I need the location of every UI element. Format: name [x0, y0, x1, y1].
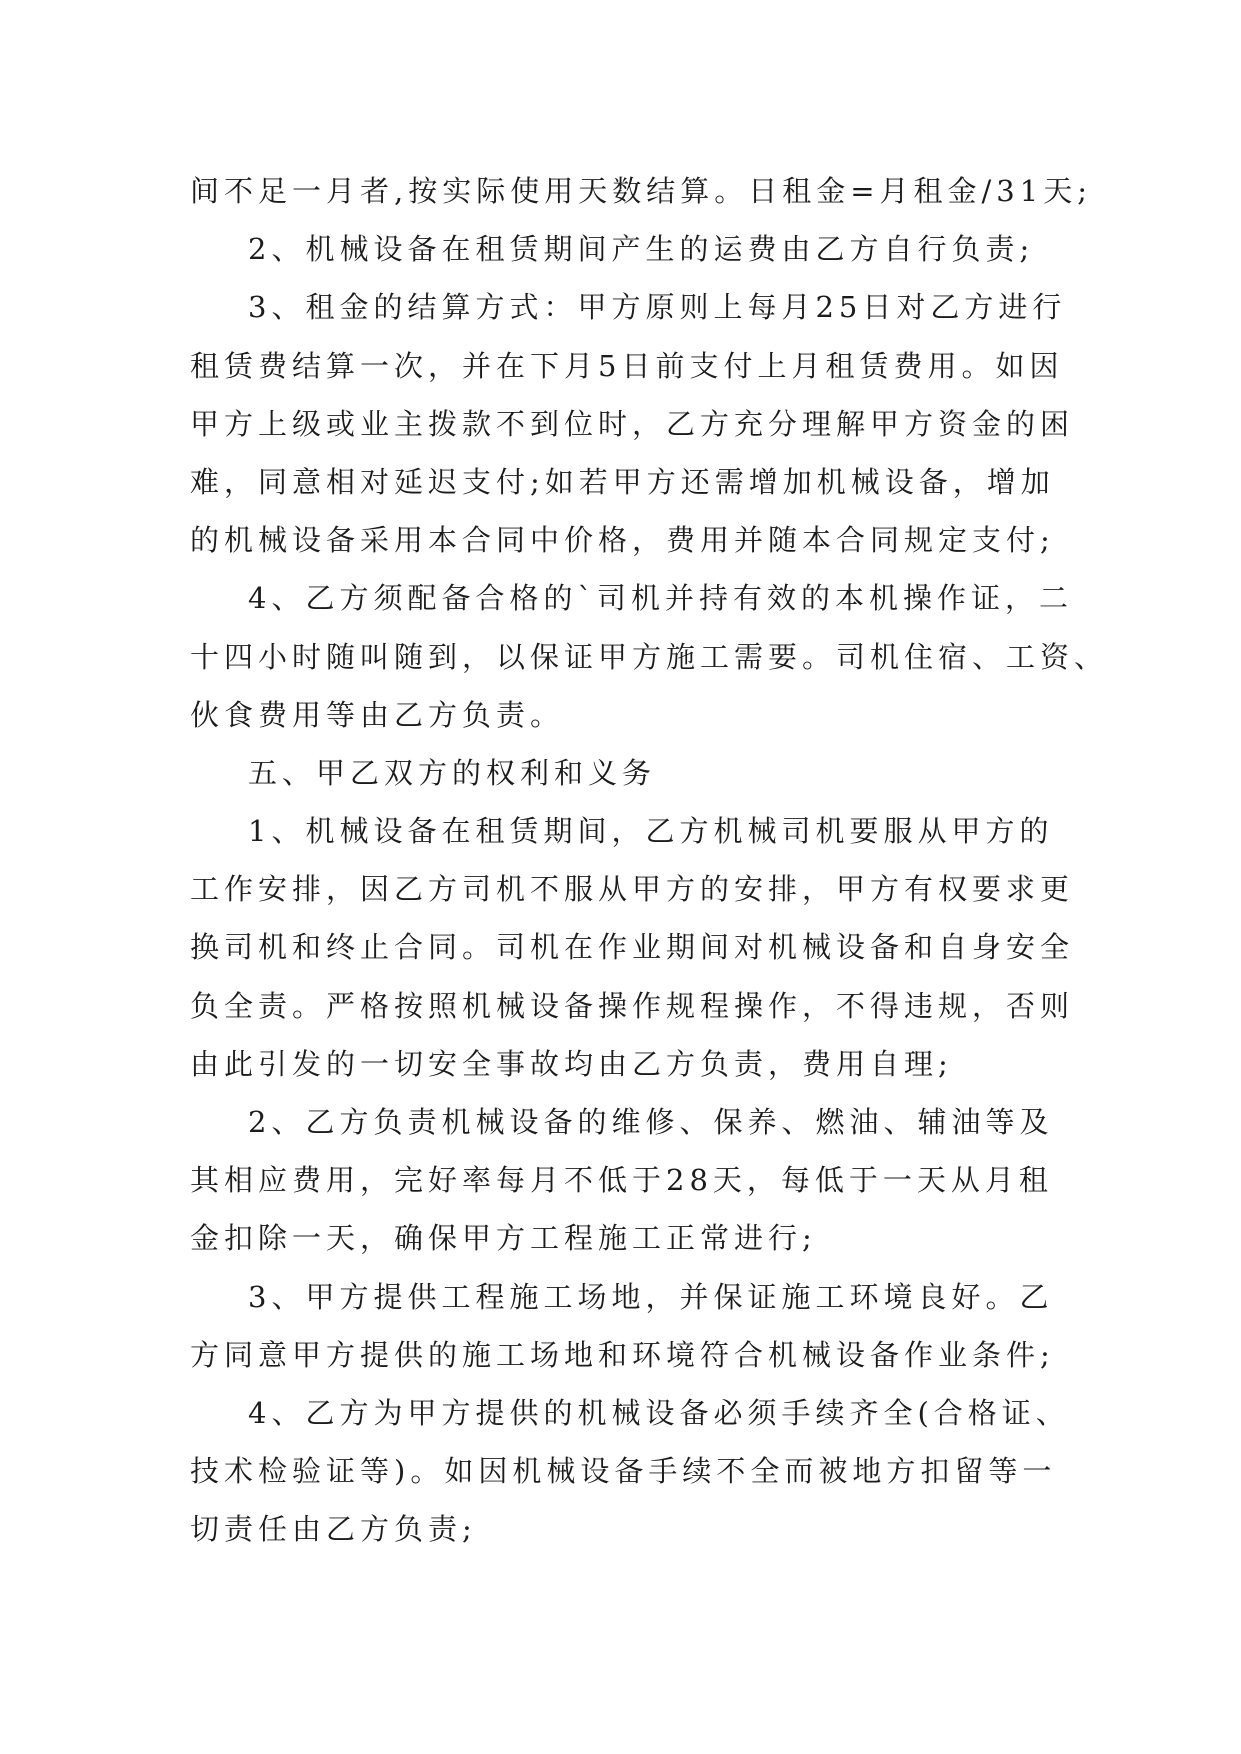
text-line: 方同意甲方提供的施工场地和环境符合机械设备作业条件;	[190, 1337, 1055, 1372]
text-line: 2、机械设备在租赁期间产生的运费由乙方自行负责;	[248, 232, 1035, 267]
text-line: 金扣除一天，确保甲方工程施工正常进行;	[190, 1221, 817, 1256]
text-line: 甲方上级或业主拨款不到位时，乙方充分理解甲方资金的困	[190, 406, 1075, 441]
text-line: 间不足一月者,按实际使用天数结算。日租金=月租金/31天;	[190, 174, 1092, 208]
text-line: 由此引发的一切安全事故均由乙方负责，费用自理;	[190, 1046, 953, 1081]
text-line: 租赁费结算一次，并在下月5日前支付上月租赁费用。如因	[190, 348, 1064, 383]
text-line: 难，同意相对延迟支付;如若甲方还需增加机械设备，增加	[190, 464, 1055, 499]
text-line: 负全责。严格按照机械设备操作规程操作，不得违规，否则	[190, 988, 1075, 1023]
text-line: 工作安排，因乙方司机不服从甲方的安排，甲方有权要求更	[190, 872, 1075, 907]
text-line: 4、乙方须配备合格的`司机并持有效的本机操作证，二	[248, 581, 1073, 616]
text-line: 十四小时随叫随到，以保证甲方施工需要。司机住宿、工资、	[190, 639, 1109, 674]
text-line: 3、租金的结算方式：甲方原则上每月25日对乙方进行	[248, 290, 1067, 325]
text-line: 伙食费用等由乙方负责。	[190, 697, 565, 732]
text-line: 的机械设备采用本合同中价格，费用并随本合同规定支付;	[190, 523, 1055, 558]
text-line: 换司机和终止合同。司机在作业期间对机械设备和自身安全	[190, 930, 1075, 965]
text-line: 切责任由乙方负责;	[190, 1512, 477, 1547]
text-line: 技术检验证等)。如因机械设备手续不全而被地方扣留等一	[190, 1454, 1057, 1489]
document-body	[190, 162, 1109, 1559]
text-line: 3、甲方提供工程施工场地，并保证施工环境良好。乙	[248, 1279, 1054, 1314]
text-line: 4、乙方为甲方提供的机械设备必须手续齐全(合格证、	[248, 1395, 1070, 1430]
text-line: 2、乙方负责机械设备的维修、保养、燃油、辅油等及	[248, 1105, 1054, 1139]
section-heading: 五、甲乙双方的权利和义务	[248, 755, 657, 790]
text-line: 1、机械设备在租赁期间，乙方机械司机要服从甲方的	[248, 814, 1054, 849]
text-line: 其相应费用，完好率每月不低于28天，每低于一天从月租	[190, 1163, 1053, 1198]
